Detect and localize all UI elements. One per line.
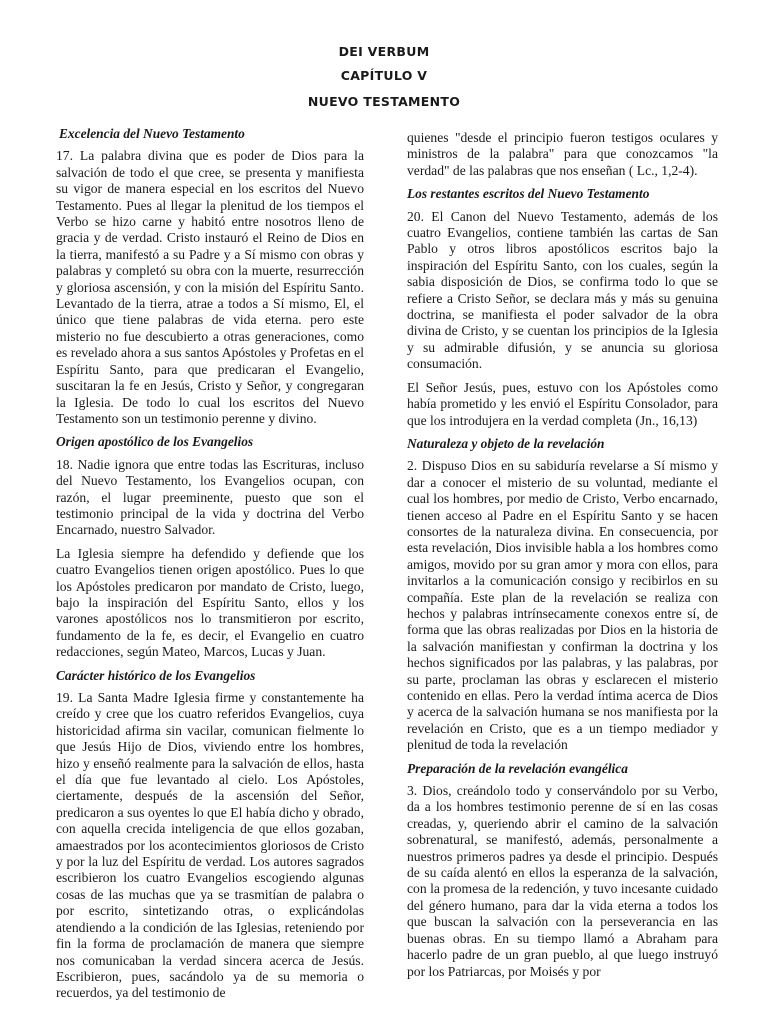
paragraph-20-cont: El Señor Jesús, pues, estuvo con los Apóstoles como había prometido y les envió el Espíritu Consolador, para que los introdujera en la verdad completa (Jn., 16,13) — [407, 379, 718, 428]
subheading-origen: Origen apostólico de los Evangelios — [56, 434, 254, 450]
document-title: DEI VERBUM — [338, 44, 430, 59]
subheading-caracter: Carácter histórico de los Evangelios — [56, 667, 256, 683]
right-column — [407, 130, 718, 987]
paragraph-17: 17. La palabra divina que es poder de Dios para la salvación de todo el que cree, se presenta y manifiesta su vigor de manera especial en los escritos del Nuevo Testamento. Pues al llegar la plenitud de los tiempos el Verbo se hizo carne y habitó entre nosotros lleno de gracia y de verdad. Cristo instauró el Reino de Dios en la tierra, manifestó a su Padre y a Sí mismo con obras y palabras y completó su obra con la muerte, resurrección y gloriosa ascensión, y con la misión del Espíritu Santo. Levantado de la tierra, atrae a todos a Sí mismo, El, el único que tiene palabras de vida eterna. pero este misterio no fue descubierto a otras generaciones, como es revelado ahora a sus santos Apóstoles y Profetas en el Espíritu Santo, para que predicaran el Evangelio, suscitaran la fe en Jesús, Cristo y Señor, y congregaran la Iglesia. De todo lo cual los escritos del Nuevo Testamento son un testimonio perenne y divino. — [56, 148, 364, 426]
paragraph-18: 18. Nadie ignora que entre todas las Escrituras, incluso del Nuevo Testamento, los Evangelios ocupan, con razón, el lugar preeminente, puesto que son el testimonio principal de la vida y doctrina del Verbo Encarnado, nuestro Salvador. — [56, 456, 364, 538]
section-heading: NUEVO TESTAMENTO — [307, 94, 461, 109]
chapter-heading: CAPÍTULO V — [340, 68, 428, 83]
paragraph-2: 2. Dispuso Dios en su sabiduría revelarse a Sí mismo y dar a conocer el misterio de su voluntad, mediante el cual los hombres, por medio de Cristo, Verbo encarnado, tienen acceso al Padre en el Espíritu Santo y se hacen consortes de la naturaleza divina. En consecuencia, por esta revelación, Dios invisible habla a los hombres como amigos, movido por su gran amor y mora con ellos, para invitarlos a la comunicación consigo y recibirlos en su compañía. Este plan de la revelación se realiza con hechos y palabras intrínsecamente conexos entre sí, de forma que las obras realizadas por Dios en la historia de la salvación manifiestan y confirman la doctrina y los hechos significados por las palabras, y las palabras, por su parte, proclaman las obras y esclarecen el misterio contenido en ellas. Pero la verdad íntima acerca de Dios y acerca de la salvación humana se nos manifiesta por la revelación en Cristo, que es a un tiempo mediador y plenitud de toda la revelación — [407, 458, 718, 753]
subheading-naturaleza: Naturaleza y objeto de la revelación — [407, 435, 605, 451]
paragraph-19: 19. La Santa Madre Iglesia firme y constantemente ha creído y cree que los cuatro referidos Evangelios, cuya historicidad afirma sin vacilar, comunican fielmente lo que Jesús Hijo de Dios, viviendo entre los hombres, hizo y enseñó realmente para la salvación de ellos, hasta el día que fue levantado al cielo. Los Apóstoles, ciertamente, después de la ascensión del Señor, predicaron a sus oyentes lo que El había dicho y obrado, con aquella crecida inteligencia de que ellos gozaban, amaestrados por los acontecimientos gloriosos de Cristo y por la luz del Espíritu de verdad. Los autores sagrados escribieron los cuatro Evangelios escogiendo algunas cosas de las muchas que ya se trasmitían de palabra o por escrito, sintetizando otras, o explicándolas atendiendo a la condición de las Iglesias, reteniendo por fin la forma de proclamación de manera que siempre nos comunicaban la verdad sincera acerca de Jesús. Escribieron, pues, sacándolo ya de su memoria o recuerdos, ya del testimonio de — [56, 690, 364, 1001]
paragraph-20: 20. El Canon del Nuevo Testamento, además de los cuatro Evangelios, contiene también las cartas de San Pablo y otros libros apostólicos escritos bajo la inspiración del Espíritu Santo, con los cuales, según la sabia disposición de Dios, se confirma todo lo que se refiere a Cristo Señor, se declara más y más su genuina doctrina, se manifiesta el poder salvador de la obra divina de Cristo, y se cuentan los principios de la Iglesia y su admirable difusión, y se anuncia su gloriosa consumación. — [407, 208, 718, 372]
paragraph-18-cont: La Iglesia siempre ha defendido y defiende que los cuatro Evangelios tienen origen apostólico. Pues lo que los Apóstoles predicaron por mandato de Cristo, luego, bajo la inspiración del Espíritu Santo, ellos y los varones apostólicos nos lo transmitieron por escrito, fundamento de la fe, es decir, el Evangelio en cuatro redacciones, según Mateo, Marcos, Lucas y Juan. — [56, 545, 364, 660]
left-column — [56, 126, 364, 1009]
subheading-excelencia: Excelencia del Nuevo Testamento — [59, 126, 245, 141]
paragraph-19-cont: quienes "desde el principio fueron testigos oculares y ministros de la palabra" para que conozcamos "la verdad" de las palabras que nos enseñan ( Lc., 1,2-4). — [407, 130, 718, 178]
subheading-restantes: Los restantes escritos del Nuevo Testamento — [407, 186, 650, 202]
subheading-preparacion: Preparación de la revelación evangélica — [407, 760, 628, 776]
paragraph-3: 3. Dios, creándolo todo y conservándolo por su Verbo, da a los hombres testimonio perenne de sí en las cosas creadas, y, queriendo abrir el camino de la salvación sobrenatural, se manifestó, además, personalmente a nuestros primeros padres ya desde el principio. Después de su caída alentó en ellos la esperanza de la salvación, con la promesa de la redención, y tuvo incesante cuidado del género humano, para dar la vida eterna a todos los que buscan la salvación con la perseverancia en las buenas obras. En su tiempo llamó a Abraham para hacerlo padre de un gran pueblo, al que luego instruyó por los Patriarcas, por Moisés y por — [407, 783, 718, 979]
